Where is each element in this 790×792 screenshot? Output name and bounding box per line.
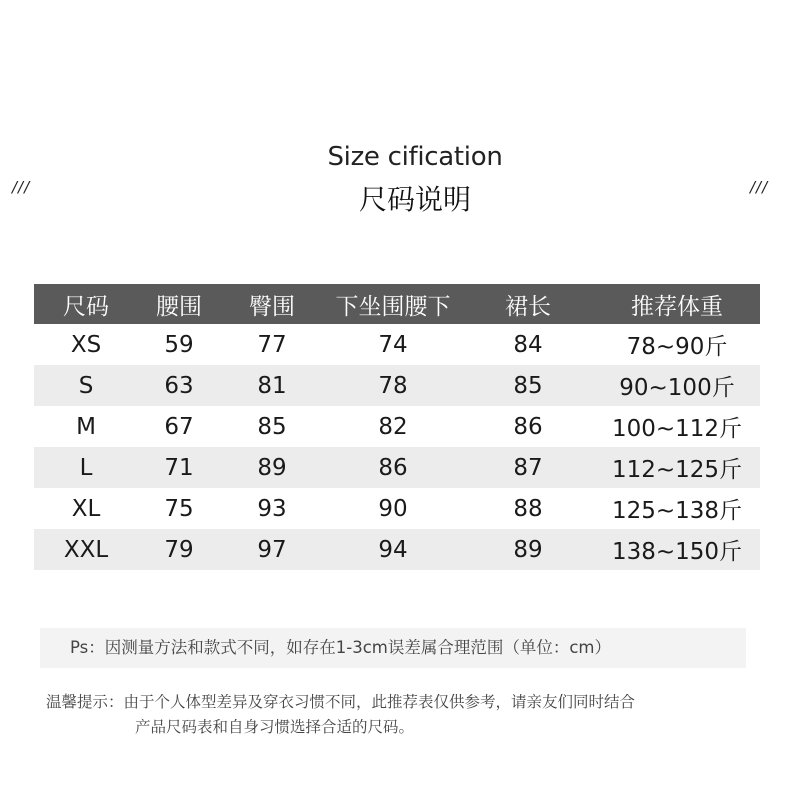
table-cell: 100~112斤 [611, 416, 743, 442]
reminder-line-1: 由于个人体型差异及穿衣习惯不同，此推荐表仅供参考，请亲友们同时结合 [123, 693, 636, 711]
table-cell: 71 [164, 454, 194, 481]
column-header-size: 尺码 [63, 293, 109, 320]
table-cell: 67 [164, 413, 194, 440]
table-row [34, 529, 760, 570]
column-header-skirt-length: 裙长 [505, 293, 551, 320]
table-cell: 97 [257, 536, 287, 563]
table-header-row [34, 284, 760, 324]
table-cell: XL [71, 495, 101, 522]
table-cell: 88 [513, 495, 543, 522]
table-row [34, 488, 760, 529]
table-cell: 90 [378, 495, 408, 522]
table-cell: 125~138斤 [611, 498, 743, 524]
table-cell: 74 [378, 331, 408, 358]
table-cell: 82 [378, 413, 408, 440]
table-cell: 63 [164, 372, 194, 399]
page-title-chinese: 尺码说明 [358, 183, 471, 216]
table-cell: 78~90斤 [626, 334, 728, 360]
table-cell: 89 [257, 454, 287, 481]
table-cell: 81 [257, 372, 287, 399]
column-header-recommended-weight: 推荐体重 [631, 293, 723, 320]
table-row [34, 447, 760, 488]
page-title-english: Size cification [327, 142, 503, 172]
table-cell: 138~150斤 [611, 539, 743, 565]
table-cell: 85 [513, 372, 543, 399]
table-cell: 75 [164, 495, 194, 522]
table-cell: M [76, 413, 96, 440]
decorative-slashes-right: /// [750, 178, 769, 196]
table-cell: 84 [513, 331, 543, 358]
table-cell: 87 [513, 454, 543, 481]
table-cell: 79 [164, 536, 194, 563]
table-cell: L [79, 454, 93, 481]
table-cell: 85 [257, 413, 287, 440]
table-cell: 86 [378, 454, 408, 481]
size-chart-table [34, 284, 760, 570]
table-cell: 78 [378, 372, 408, 399]
kind-reminder [46, 690, 776, 740]
table-row [34, 365, 760, 406]
reminder-label: 温馨提示： [46, 693, 124, 711]
table-cell: XXL [63, 536, 109, 563]
table-cell: 59 [164, 331, 194, 358]
table-row [34, 324, 760, 365]
measurement-note: Ps：因测量方法和款式不同，如存在1-3cm误差属合理范围（单位：cm） [40, 628, 746, 668]
column-header-hip: 臀围 [249, 293, 295, 320]
table-cell: XS [70, 331, 102, 358]
decorative-slashes-left: /// [12, 178, 31, 196]
table-cell: 86 [513, 413, 543, 440]
reminder-line-2: 产品尺码表和自身习惯选择合适的尺码。 [135, 718, 415, 736]
table-cell: 89 [513, 536, 543, 563]
table-cell: S [78, 372, 94, 399]
table-cell: 90~100斤 [619, 375, 735, 401]
table-cell: 93 [257, 495, 287, 522]
column-header-lower-hip: 下坐围腰下 [335, 293, 451, 320]
table-row [34, 406, 760, 447]
table-cell: 77 [257, 331, 287, 358]
column-header-waist: 腰围 [156, 293, 202, 320]
table-cell: 112~125斤 [611, 457, 743, 483]
table-cell: 94 [378, 536, 408, 563]
